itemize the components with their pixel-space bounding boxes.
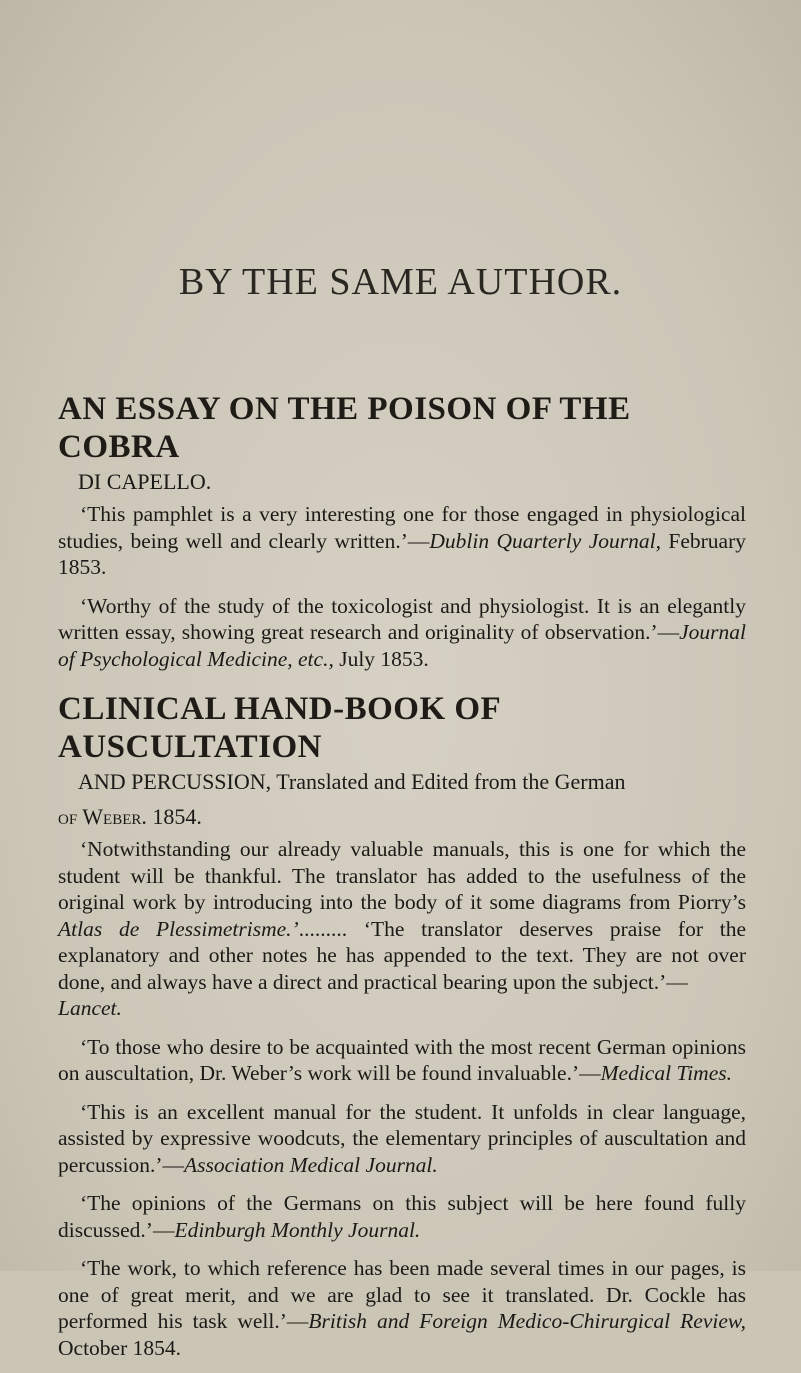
quote-source: Dublin Quarterly Journal, <box>429 528 661 553</box>
quote-text: ‘Worthy of the study of the toxicologist and physiologist. It is an elegantly written essay, showing great research and originality of observation.’— <box>58 593 746 644</box>
work-subtitle: AND PERCUSSION, Translated and Edited from the German <box>78 769 626 794</box>
works-list <box>58 390 746 1373</box>
quote-text: ‘This is an excellent manual for the student. It unfolds in clear language, assisted by expressive woodcuts, the elementary principles of auscultation and percussion.’— <box>58 1099 746 1177</box>
quote-source: Medical Times. <box>600 1061 732 1085</box>
quote-source: Edinburgh Monthly Journal. <box>174 1217 421 1242</box>
quote-text: ‘Notwithstanding our already valuable manuals, this is one for which the student will be thankful. The translator has added to the usefulness of the original work by introducing into the body of it some diagrams from Piorry’s <box>58 837 746 914</box>
work-title: CLINICAL HAND-BOOK OF AUSCULTATION <box>58 691 500 765</box>
quote-source: British and Foreign Medico-Chirurgical Review, <box>308 1309 746 1333</box>
review-quote <box>58 593 746 673</box>
review-quote <box>58 1034 746 1087</box>
work-entry <box>58 690 746 1361</box>
review-quote <box>58 995 746 1022</box>
quote-source: Association Medical Journal. <box>184 1152 438 1177</box>
page-heading: BY THE SAME AUTHOR. <box>178 261 623 303</box>
quote-tail: October 1854. <box>58 1335 181 1360</box>
quote-tail: February 1853. <box>58 528 746 579</box>
quote-source: Lancet. <box>58 996 122 1020</box>
work-title: AN ESSAY ON THE POISON OF THE COBRA <box>58 391 631 465</box>
quote-text: ‘The opinions of the Germans on this subject will be here found fully discussed.’— <box>58 1191 746 1242</box>
work-entry <box>58 390 746 672</box>
quote-tail: ......... ‘The translator deserves praise for the explanatory and other notes he has appended to the text. They are not over done, and always have a direct and practical bearing upon the subject.’— <box>58 916 746 994</box>
work-subtitle: DI CAPELLO. <box>78 469 212 494</box>
review-quote <box>58 1099 746 1179</box>
quote-tail: July 1853. <box>333 646 429 671</box>
work-subtitle-author: of Weber. 1854. <box>58 804 202 829</box>
quote-text: ‘The work, to which reference has been made several times in our pages, is one of great merit, and we are glad to see it translated. Dr. Cockle has performed his task well.’— <box>58 1256 746 1333</box>
quote-source: Journal of Psychological Medicine, etc., <box>58 620 746 671</box>
quote-text: ‘This pamphlet is a very interesting one for those engaged in physiological studies, being well and clearly written.’— <box>58 502 746 553</box>
quote-text: ‘To those who desire to be acquainted with the most recent German opinions on auscultation, Dr. Weber’s work will be found invaluable.’— <box>58 1034 746 1085</box>
quote-source: Atlas de Plessimetrisme.’ <box>58 916 299 941</box>
review-quote <box>58 1190 746 1243</box>
review-quote <box>58 836 746 995</box>
review-quote <box>58 501 746 581</box>
